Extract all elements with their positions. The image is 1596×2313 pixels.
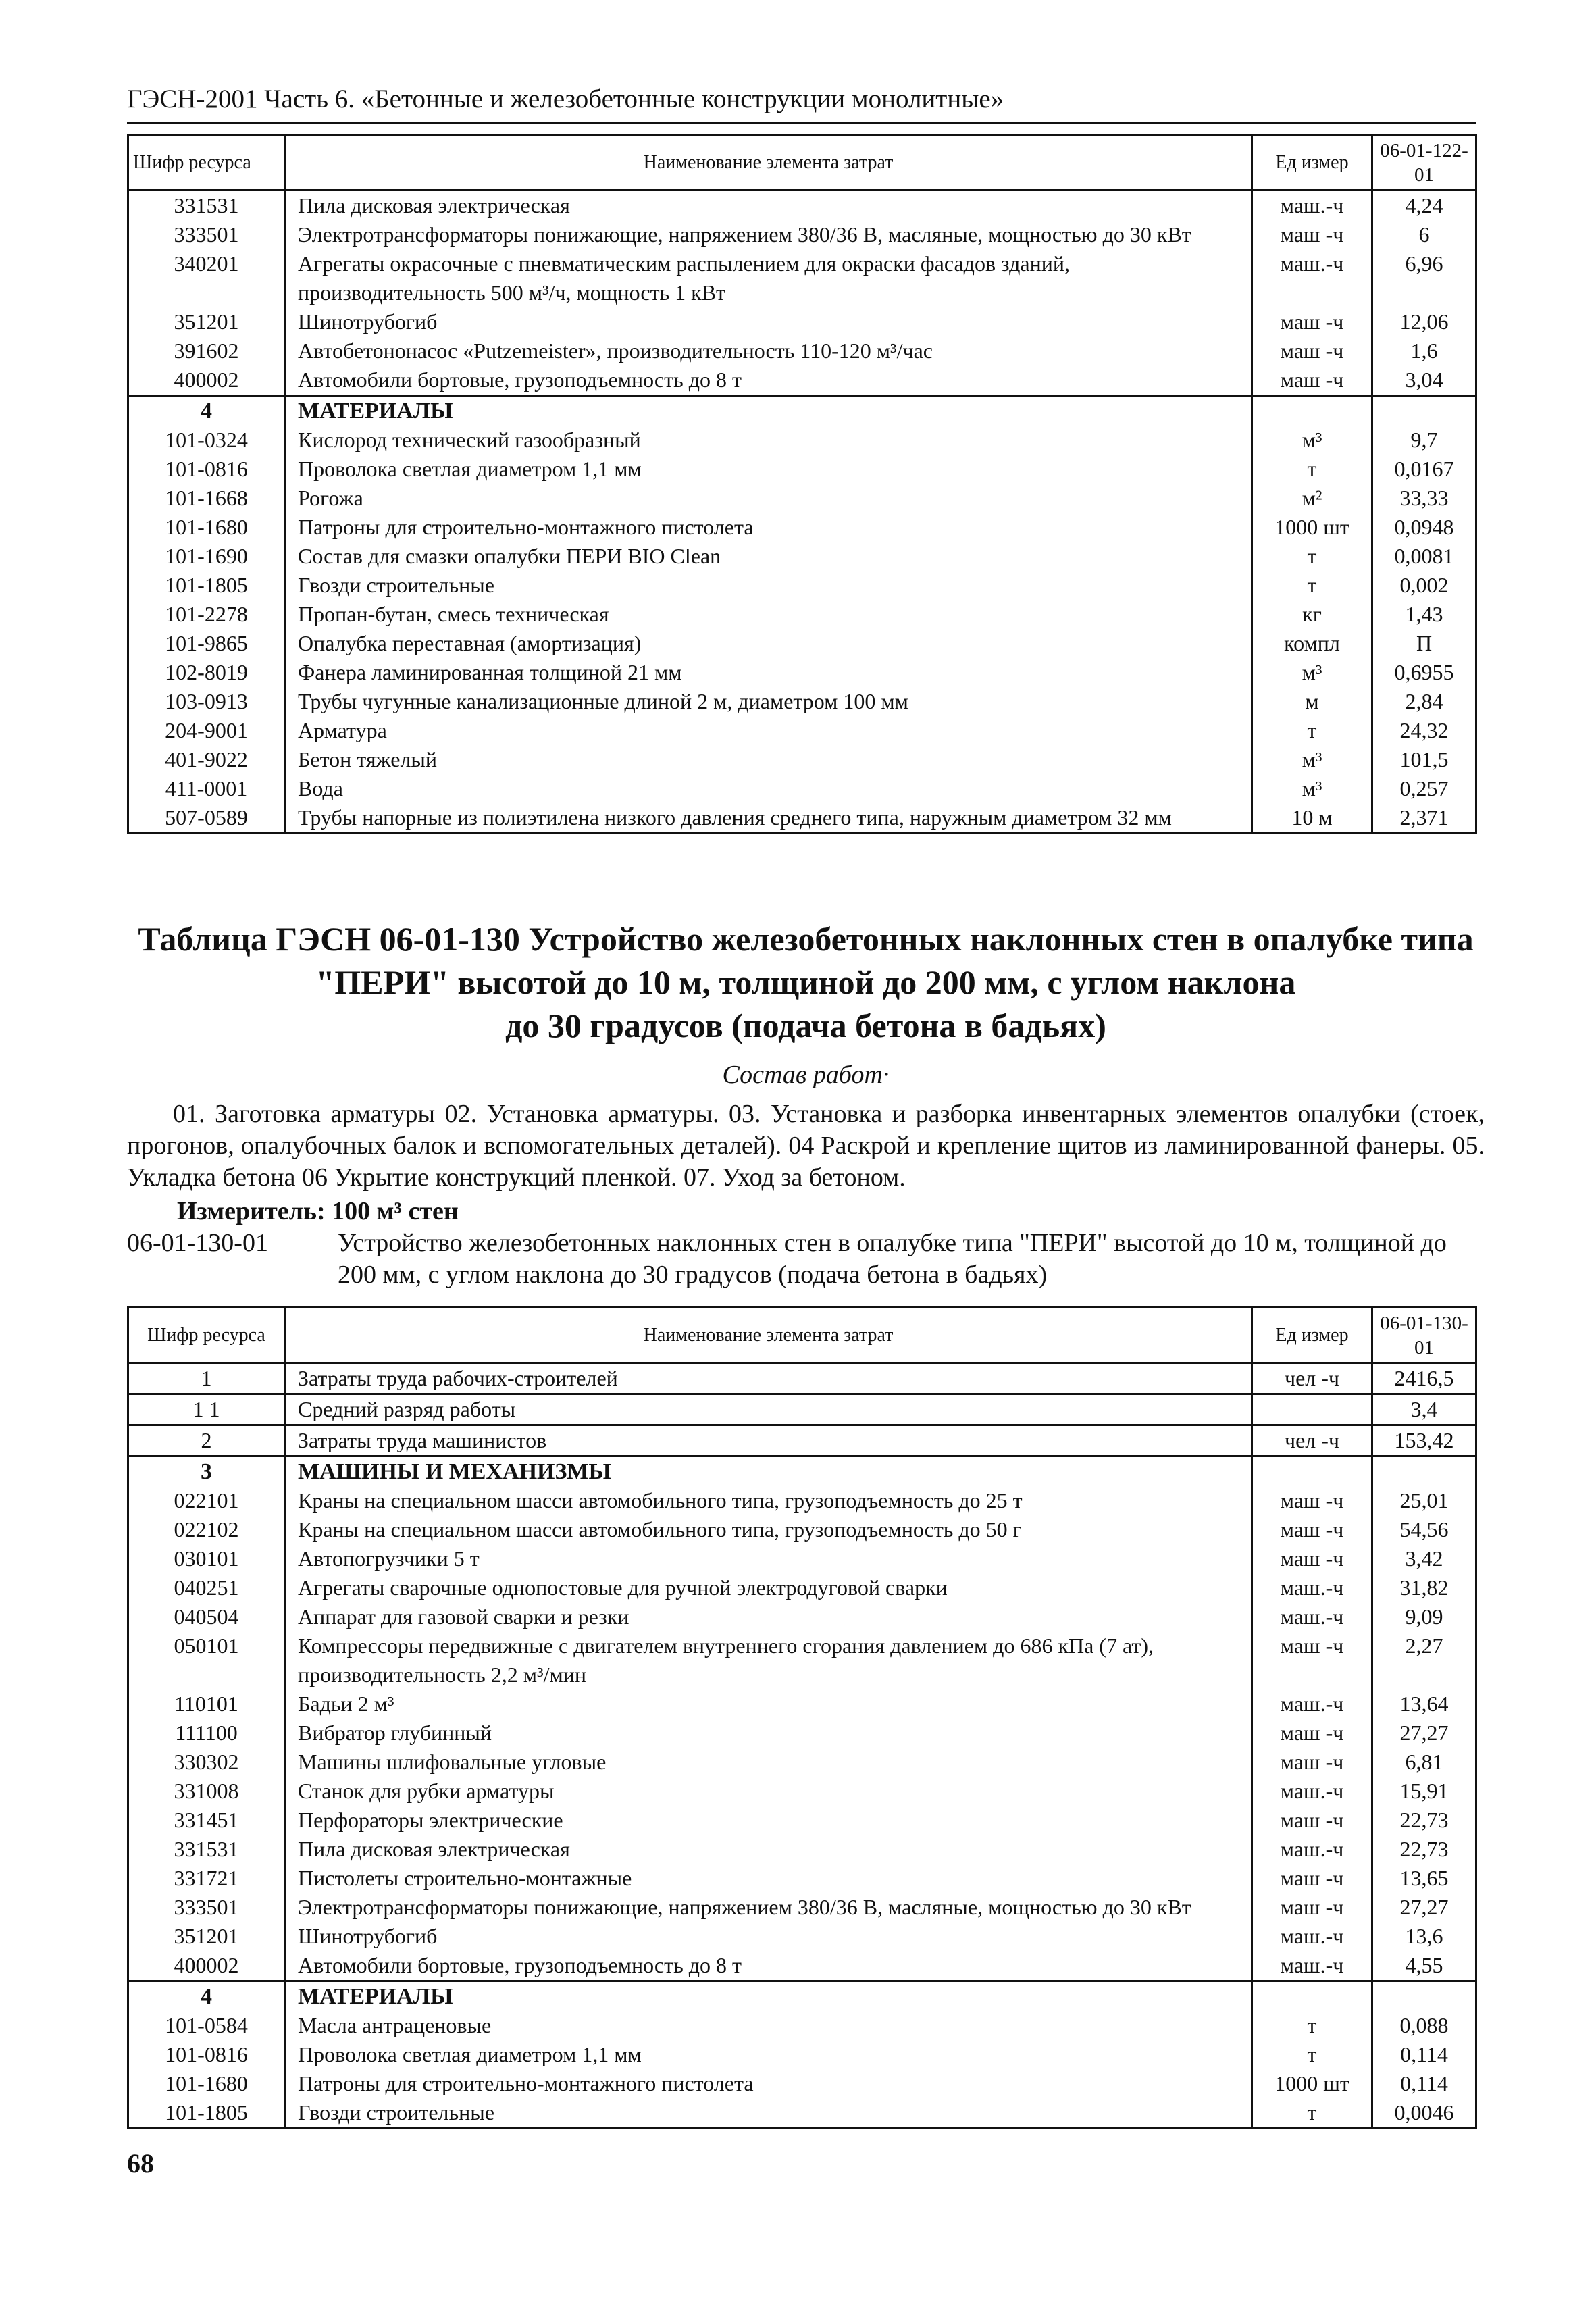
table-row [128, 365, 1476, 396]
cell-value: 27,27 [1372, 1893, 1476, 1922]
cell-unit: маш -ч [1252, 1864, 1372, 1893]
cell-name: Средний разряд работы [285, 1394, 1252, 1425]
cell-value: 22,73 [1372, 1835, 1476, 1864]
cell-code: 111100 [128, 1719, 285, 1748]
cell-value: 31,82 [1372, 1573, 1476, 1602]
cell-value: 22,73 [1372, 1806, 1476, 1835]
cell-code: 101-1805 [128, 571, 285, 600]
table-row [128, 1544, 1476, 1573]
cell-unit: м³ [1252, 745, 1372, 774]
table-row [128, 1777, 1476, 1806]
cell-unit: т [1252, 571, 1372, 600]
cell-name: МАТЕРИАЛЫ [285, 396, 1252, 426]
cell-unit: т [1252, 716, 1372, 745]
cell-name: Пистолеты строительно-монтажные [285, 1864, 1252, 1893]
cell-value: 0,114 [1372, 2069, 1476, 2098]
cell-unit [1252, 1456, 1372, 1487]
cell-name: Компрессоры передвижные с двигателем внутреннего сгорания давлением до 686 кПа (7 ат), производительность 2,2 м³/мин [285, 1631, 1252, 1689]
col-header-name: Наименование элемента затрат [285, 1308, 1252, 1363]
cell-code: 040504 [128, 1602, 285, 1631]
table-row [128, 1425, 1476, 1456]
table-row [128, 1864, 1476, 1893]
cell-code: 331531 [128, 1835, 285, 1864]
cell-code: 102-8019 [128, 658, 285, 687]
cell-unit: 1000 шт [1252, 513, 1372, 542]
cell-name: Пила дисковая электрическая [285, 1835, 1252, 1864]
cell-code: 331721 [128, 1864, 285, 1893]
table-row [128, 2011, 1476, 2040]
title-line: "ПЕРИ" высотой до 10 м, толщиной до 200 мм, с углом наклона [315, 963, 1296, 1001]
cell-value: 0,6955 [1372, 658, 1476, 687]
col-header-norm: 06-01-122-01 [1372, 135, 1476, 190]
cell-name: Автомобили бортовые, грузоподъемность до 8 т [285, 1951, 1252, 1981]
cell-unit: маш.-ч [1252, 1951, 1372, 1981]
cell-code: 4 [128, 1981, 285, 2012]
cell-unit [1252, 1394, 1372, 1425]
resource-table-2 [127, 1306, 1477, 2129]
works-description: 01. Заготовка арматуры 02. Установка арматуры. 03. Установка и разборка инвентарных элементов опалубки (стоек, прогонов, опалубочных балок и вспомогательных деталей). 04 Раскрой и крепление щитов из ламинированной фанеры. 05. Укладка бетона 06 Укрытие конструкций пленкой. 07. Уход за бетоном. [127, 1100, 1485, 1192]
cell-unit: маш -ч [1252, 1893, 1372, 1922]
cell-code: 333501 [128, 1893, 285, 1922]
cell-name: Краны на специальном шасси автомобильного типа, грузоподъемность до 25 т [285, 1486, 1252, 1515]
col-header-code: Шифр ресурса [128, 1308, 285, 1363]
cell-code: 101-9865 [128, 629, 285, 658]
cell-value: 3,42 [1372, 1544, 1476, 1573]
cell-name: Автопогрузчики 5 т [285, 1544, 1252, 1573]
cell-value: 0,257 [1372, 774, 1476, 803]
cell-unit: 10 м [1252, 803, 1372, 834]
cell-name: Аппарат для газовой сварки и резки [285, 1602, 1252, 1631]
col-header-name: Наименование элемента затрат [285, 135, 1252, 190]
table-row [128, 249, 1476, 307]
cell-code: 1 [128, 1363, 285, 1394]
cell-unit: маш.-ч [1252, 1602, 1372, 1631]
table-row [128, 600, 1476, 629]
cell-unit: маш.-ч [1252, 1573, 1372, 1602]
cell-unit [1252, 396, 1372, 426]
cell-code: 040251 [128, 1573, 285, 1602]
cell-code: 204-9001 [128, 716, 285, 745]
table-row [128, 1394, 1476, 1425]
table-row [128, 1951, 1476, 1981]
cell-value [1372, 1456, 1476, 1487]
cell-code: 101-0584 [128, 2011, 285, 2040]
cell-value: 0,0948 [1372, 513, 1476, 542]
cell-name: Фанера ламинированная толщиной 21 мм [285, 658, 1252, 687]
cell-value: 0,0046 [1372, 2098, 1476, 2129]
cell-name: Краны на специальном шасси автомобильного типа, грузоподъемность до 50 г [285, 1515, 1252, 1544]
cell-value: 3,04 [1372, 365, 1476, 396]
cell-value: 13,6 [1372, 1922, 1476, 1951]
cell-value: 6,81 [1372, 1748, 1476, 1777]
cell-value: 25,01 [1372, 1486, 1476, 1515]
table-row [128, 1689, 1476, 1719]
table-row [128, 658, 1476, 687]
cell-code: 351201 [128, 307, 285, 336]
resource-table-1 [127, 134, 1477, 834]
cell-name: Шинотрубогиб [285, 1922, 1252, 1951]
cell-unit: м² [1252, 484, 1372, 513]
table-row [128, 1363, 1476, 1394]
table-row [128, 2069, 1476, 2098]
table-row [128, 745, 1476, 774]
cell-code: 110101 [128, 1689, 285, 1719]
cell-name: Электротрансформаторы понижающие, напряжением 380/36 В, масляные, мощностью до 30 кВт [285, 220, 1252, 249]
table-row [128, 687, 1476, 716]
cell-name: Рогожа [285, 484, 1252, 513]
cell-value: 54,56 [1372, 1515, 1476, 1544]
section-row [128, 396, 1476, 426]
table-row [128, 629, 1476, 658]
cell-name: Арматура [285, 716, 1252, 745]
cell-unit: маш.-ч [1252, 1689, 1372, 1719]
cell-name: Агрегаты сварочные однопостовые для ручной электродуговой сварки [285, 1573, 1252, 1602]
cell-name: Трубы напорные из полиэтилена низкого давления среднего типа, наружным диаметром 32 мм [285, 803, 1252, 834]
table-row [128, 2098, 1476, 2129]
section-row [128, 1456, 1476, 1487]
cell-value: 0,002 [1372, 571, 1476, 600]
cell-name: Гвозди строительные [285, 571, 1252, 600]
table-title [127, 917, 1485, 1047]
cell-code: 391602 [128, 336, 285, 365]
cell-value: 13,64 [1372, 1689, 1476, 1719]
cell-value: 2,371 [1372, 803, 1476, 834]
cell-name: Вода [285, 774, 1252, 803]
table-row [128, 1893, 1476, 1922]
cell-name: Автомобили бортовые, грузоподъемность до 8 т [285, 365, 1252, 396]
title-line: Таблица ГЭСН 06-01-130 Устройство железобетонных наклонных стен в опалубке типа [138, 920, 1474, 958]
cell-name: Агрегаты окрасочные с пневматическим распылением для окраски фасадов зданий, производительность 500 м³/ч, мощность 1 кВт [285, 249, 1252, 307]
cell-code: 331008 [128, 1777, 285, 1806]
cell-code: 103-0913 [128, 687, 285, 716]
cell-name: Перфораторы электрические [285, 1806, 1252, 1835]
table-row [128, 220, 1476, 249]
cell-code: 401-9022 [128, 745, 285, 774]
cell-value: 33,33 [1372, 484, 1476, 513]
table-row [128, 513, 1476, 542]
table-row [128, 1602, 1476, 1631]
cell-unit: маш -ч [1252, 1515, 1372, 1544]
cell-value: 9,09 [1372, 1602, 1476, 1631]
cell-code: 340201 [128, 249, 285, 307]
cell-unit: т [1252, 2011, 1372, 2040]
cell-value: 0,0167 [1372, 455, 1476, 484]
cell-unit: маш -ч [1252, 336, 1372, 365]
cell-value: 2416,5 [1372, 1363, 1476, 1394]
cell-value: П [1372, 629, 1476, 658]
cell-code: 351201 [128, 1922, 285, 1951]
cell-value: 0,0081 [1372, 542, 1476, 571]
table-row [128, 1573, 1476, 1602]
cell-value: 101,5 [1372, 745, 1476, 774]
cell-name: Проволока светлая диаметром 1,1 мм [285, 455, 1252, 484]
cell-value [1372, 1981, 1476, 2012]
cell-unit: маш.-ч [1252, 249, 1372, 307]
table-row [128, 542, 1476, 571]
cell-name: Патроны для строительно-монтажного пистолета [285, 513, 1252, 542]
cell-value: 6,96 [1372, 249, 1476, 307]
title-line: до 30 градусов (подача бетона в бадьях) [505, 1007, 1106, 1044]
table-row [128, 803, 1476, 834]
cell-unit: кг [1252, 600, 1372, 629]
cell-unit: маш -ч [1252, 307, 1372, 336]
cell-code: 030101 [128, 1544, 285, 1573]
cell-name: Опалубка переставная (амортизация) [285, 629, 1252, 658]
cell-unit: маш -ч [1252, 1719, 1372, 1748]
cell-value: 24,32 [1372, 716, 1476, 745]
cell-code: 3 [128, 1456, 285, 1487]
cell-code: 101-1668 [128, 484, 285, 513]
cell-unit: маш -ч [1252, 1806, 1372, 1835]
cell-unit: м³ [1252, 426, 1372, 455]
cell-code: 101-1680 [128, 2069, 285, 2098]
table-row [128, 1806, 1476, 1835]
cell-unit: т [1252, 542, 1372, 571]
cell-unit: м [1252, 687, 1372, 716]
cell-value: 1,6 [1372, 336, 1476, 365]
cell-unit: м³ [1252, 658, 1372, 687]
cell-unit: маш -ч [1252, 1748, 1372, 1777]
cell-value: 4,55 [1372, 1951, 1476, 1981]
table-row [128, 1515, 1476, 1544]
cell-name: Станок для рубки арматуры [285, 1777, 1252, 1806]
table-row [128, 2040, 1476, 2069]
table-row [128, 1486, 1476, 1515]
cell-name: Электротрансформаторы понижающие, напряжением 380/36 В, масляные, мощностью до 30 кВт [285, 1893, 1252, 1922]
cell-name: Патроны для строительно-монтажного пистолета [285, 2069, 1252, 2098]
cell-code: 400002 [128, 1951, 285, 1981]
cell-unit: маш -ч [1252, 1544, 1372, 1573]
cell-value: 27,27 [1372, 1719, 1476, 1748]
cell-value [1372, 396, 1476, 426]
page-number: 68 [127, 2148, 154, 2179]
cell-value: 9,7 [1372, 426, 1476, 455]
col-header-unit: Ед измер [1252, 1308, 1372, 1363]
cell-unit: 1000 шт [1252, 2069, 1372, 2098]
cell-value: 1,43 [1372, 600, 1476, 629]
header-rule [127, 122, 1476, 124]
cell-code: 2 [128, 1425, 285, 1456]
table-row [128, 307, 1476, 336]
cell-name: Кислород технический газообразный [285, 426, 1252, 455]
cell-unit: маш -ч [1252, 1631, 1372, 1689]
cell-value: 0,088 [1372, 2011, 1476, 2040]
cell-code: 507-0589 [128, 803, 285, 834]
cell-unit: т [1252, 455, 1372, 484]
cell-code: 331451 [128, 1806, 285, 1835]
table-row [128, 774, 1476, 803]
cell-name: Бадьи 2 м³ [285, 1689, 1252, 1719]
resource-table-1-body [128, 190, 1476, 834]
table-row [128, 571, 1476, 600]
cell-unit: маш.-ч [1252, 190, 1372, 221]
table-row [128, 1748, 1476, 1777]
cell-name: Гвозди строительные [285, 2098, 1252, 2129]
cell-value: 153,42 [1372, 1425, 1476, 1456]
table-row [128, 455, 1476, 484]
cell-name: Вибратор глубинный [285, 1719, 1252, 1748]
norm-description: Устройство железобетонных наклонных стен в опалубке типа "ПЕРИ" высотой до 10 м, толщиной до 200 мм, с углом наклона до 30 градусов (подача бетона в бадьях) [338, 1229, 1447, 1289]
table-row [128, 1631, 1476, 1689]
cell-value: 2,27 [1372, 1631, 1476, 1689]
cell-code: 022102 [128, 1515, 285, 1544]
cell-name: Автобетононасос «Putzemeister», производительность 110-120 м³/час [285, 336, 1252, 365]
cell-code: 101-1690 [128, 542, 285, 571]
section-row [128, 1981, 1476, 2012]
cell-name: МАШИНЫ И МЕХАНИЗМЫ [285, 1456, 1252, 1487]
cell-unit: маш.-ч [1252, 1835, 1372, 1864]
col-header-code: Шифр ресурса [128, 135, 285, 190]
cell-code: 4 [128, 396, 285, 426]
cell-code: 330302 [128, 1748, 285, 1777]
table-row [128, 336, 1476, 365]
cell-code: 101-0816 [128, 2040, 285, 2069]
cell-unit: м³ [1252, 774, 1372, 803]
cell-unit: компл [1252, 629, 1372, 658]
resource-table-2-body [128, 1363, 1476, 2129]
cell-code: 101-0324 [128, 426, 285, 455]
table-row [128, 716, 1476, 745]
cell-code: 101-1805 [128, 2098, 285, 2129]
cell-name: Пила дисковая электрическая [285, 190, 1252, 221]
cell-value: 15,91 [1372, 1777, 1476, 1806]
cell-value: 3,4 [1372, 1394, 1476, 1425]
table-row [128, 1922, 1476, 1951]
cell-unit: чел -ч [1252, 1425, 1372, 1456]
cell-name: Затраты труда рабочих-строителей [285, 1363, 1252, 1394]
running-header: ГЭСН-2001 Часть 6. «Бетонные и железобетонные конструкции монолитные» [127, 84, 1004, 113]
cell-code: 411-0001 [128, 774, 285, 803]
cell-code: 1 1 [128, 1394, 285, 1425]
cell-name: Пропан-бутан, смесь техническая [285, 600, 1252, 629]
cell-name: МАТЕРИАЛЫ [285, 1981, 1252, 2012]
cell-value: 0,114 [1372, 2040, 1476, 2069]
cell-code: 101-2278 [128, 600, 285, 629]
cell-name: Трубы чугунные канализационные длиной 2 м, диаметром 100 мм [285, 687, 1252, 716]
cell-code: 022101 [128, 1486, 285, 1515]
cell-value: 6 [1372, 220, 1476, 249]
cell-code: 101-0816 [128, 455, 285, 484]
table-row [128, 484, 1476, 513]
cell-unit: чел -ч [1252, 1363, 1372, 1394]
cell-code: 050101 [128, 1631, 285, 1689]
table-row [128, 426, 1476, 455]
cell-value: 12,06 [1372, 307, 1476, 336]
cell-name: Машины шлифовальные угловые [285, 1748, 1252, 1777]
table-row [128, 1835, 1476, 1864]
table-row [128, 190, 1476, 221]
cell-value: 13,65 [1372, 1864, 1476, 1893]
composition-label: Состав работ· [722, 1061, 890, 1089]
cell-unit: маш -ч [1252, 365, 1372, 396]
cell-value: 2,84 [1372, 687, 1476, 716]
cell-name: Шинотрубогиб [285, 307, 1252, 336]
cell-code: 101-1680 [128, 513, 285, 542]
cell-unit: маш -ч [1252, 220, 1372, 249]
cell-name: Масла антраценовые [285, 2011, 1252, 2040]
cell-unit: маш.-ч [1252, 1922, 1372, 1951]
cell-unit: маш -ч [1252, 1486, 1372, 1515]
cell-name: Бетон тяжелый [285, 745, 1252, 774]
table-row [128, 1719, 1476, 1748]
cell-unit: т [1252, 2040, 1372, 2069]
cell-name: Состав для смазки опалубки ПЕРИ BIO Clean [285, 542, 1252, 571]
norm-code: 06-01-130-01 [127, 1229, 268, 1257]
measure-unit: Измеритель: 100 м³ стен [177, 1197, 459, 1225]
cell-unit: т [1252, 2098, 1372, 2129]
cell-code: 331531 [128, 190, 285, 221]
cell-name: Проволока светлая диаметром 1,1 мм [285, 2040, 1252, 2069]
cell-name: Затраты труда машинистов [285, 1425, 1252, 1456]
cell-code: 333501 [128, 220, 285, 249]
col-header-norm: 06-01-130-01 [1372, 1308, 1476, 1363]
cell-code: 400002 [128, 365, 285, 396]
cell-value: 4,24 [1372, 190, 1476, 221]
col-header-unit: Ед измер [1252, 135, 1372, 190]
cell-unit: маш.-ч [1252, 1777, 1372, 1806]
cell-unit [1252, 1981, 1372, 2012]
